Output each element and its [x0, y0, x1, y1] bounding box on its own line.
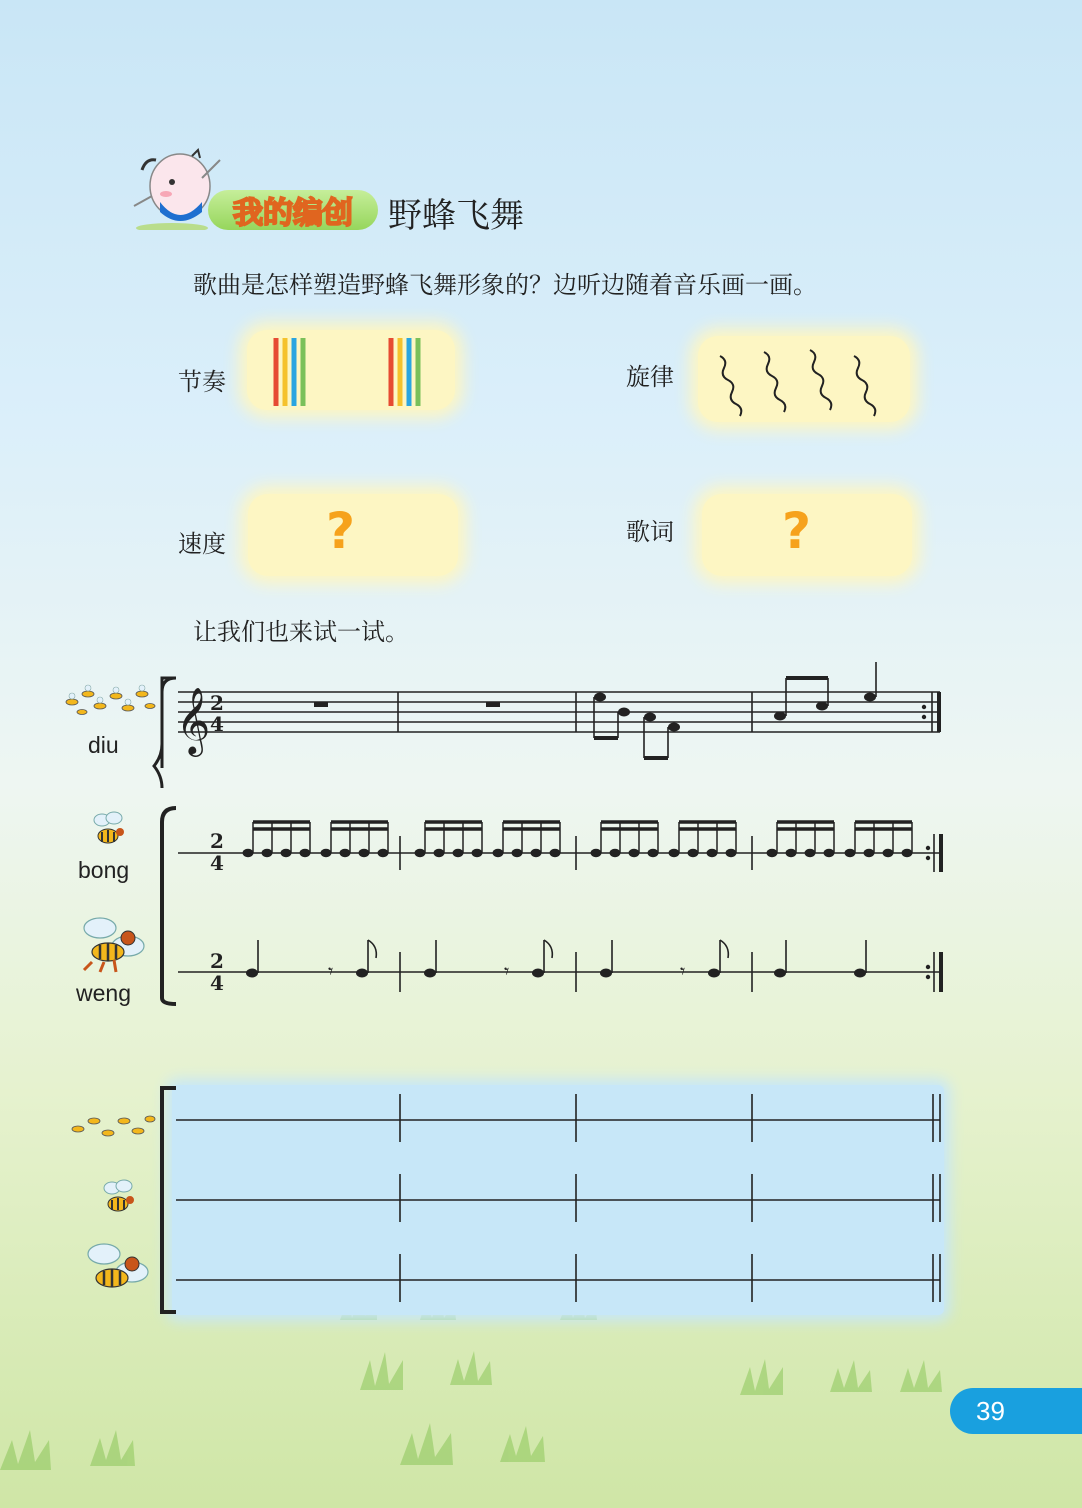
sixteenth-notes	[243, 822, 913, 857]
sixteenth-note	[262, 849, 273, 857]
bee-swarm-icon	[68, 1105, 158, 1145]
melody-label: 旋律	[626, 363, 674, 391]
sixteenth-note	[591, 849, 602, 857]
sixteenth-note	[902, 849, 913, 857]
whole-rest	[314, 702, 328, 707]
sixteenth-note	[688, 849, 699, 857]
svg-text:𝄾: 𝄾	[504, 959, 510, 983]
sixteenth-note	[669, 849, 680, 857]
sixteenth-note	[648, 849, 659, 857]
part-name-diu: diu	[88, 732, 119, 758]
sixteenth-note	[845, 849, 856, 857]
staff-lines	[178, 692, 940, 732]
small-bee-icon	[98, 1178, 138, 1222]
whole-rest	[486, 702, 500, 707]
lyrics-label: 歌词	[626, 518, 674, 546]
svg-text:2: 2	[210, 949, 224, 973]
tempo-label: 速度	[178, 530, 226, 558]
sixteenth-note	[824, 849, 835, 857]
svg-text:2: 2	[210, 829, 224, 853]
badge-text: 我的编创	[233, 196, 353, 231]
sixteenth-note	[531, 849, 542, 857]
svg-text:𝄾: 𝄾	[328, 959, 334, 983]
sixteenth-note	[453, 849, 464, 857]
sixteenth-note	[786, 849, 797, 857]
sixteenth-note	[359, 849, 370, 857]
sixteenth-note	[629, 849, 640, 857]
page-number: 39	[976, 1395, 1005, 1426]
big-bee-icon	[82, 1236, 152, 1302]
sixteenth-note	[415, 849, 426, 857]
sixteenth-note	[472, 849, 483, 857]
time-signature-bottom: 4	[210, 712, 224, 736]
part-name-weng: weng	[76, 980, 131, 1006]
weng-notes	[246, 969, 866, 978]
svg-text:4: 4	[210, 971, 224, 995]
sixteenth-note	[378, 849, 389, 857]
sixteenth-note	[300, 849, 311, 857]
sixteenth-note	[434, 849, 445, 857]
question-text: 歌曲是怎样塑造野蜂飞舞形象的？边听边随着音乐画一画。	[193, 271, 817, 299]
question-mark: ?	[326, 502, 356, 560]
sixteenth-note	[610, 849, 621, 857]
time-signature-top: 2	[210, 691, 224, 715]
eighth-rests	[328, 959, 685, 983]
rhythm-label: 节奏	[178, 368, 226, 396]
sixteenth-note	[707, 849, 718, 857]
page-number-tab	[950, 1388, 1082, 1434]
treble-clef-icon: 𝄞	[176, 686, 211, 754]
sixteenth-note	[243, 849, 254, 857]
sixteenth-note	[550, 849, 561, 857]
staff-bracket	[154, 678, 176, 788]
try-text: 让我们也来试一试。	[193, 618, 409, 646]
svg-text:4: 4	[210, 851, 224, 875]
section-subtitle: 野蜂飞舞	[388, 196, 524, 236]
sixteenth-note	[805, 849, 816, 857]
part-name-bong: bong	[78, 857, 130, 883]
question-mark: ?	[782, 502, 812, 560]
sixteenth-note	[883, 849, 894, 857]
empty-staff	[0, 1080, 1082, 1320]
staff-bracket-lower	[162, 808, 176, 1004]
sixteenth-note	[321, 849, 332, 857]
sixteenth-note	[281, 849, 292, 857]
staff-bracket-diu	[162, 678, 176, 768]
svg-text:𝄾: 𝄾	[680, 959, 686, 983]
sixteenth-note	[726, 849, 737, 857]
sixteenth-note	[340, 849, 351, 857]
sixteenth-note	[512, 849, 523, 857]
sixteenth-note	[864, 849, 875, 857]
sixteenth-note	[493, 849, 504, 857]
sixteenth-note	[767, 849, 778, 857]
